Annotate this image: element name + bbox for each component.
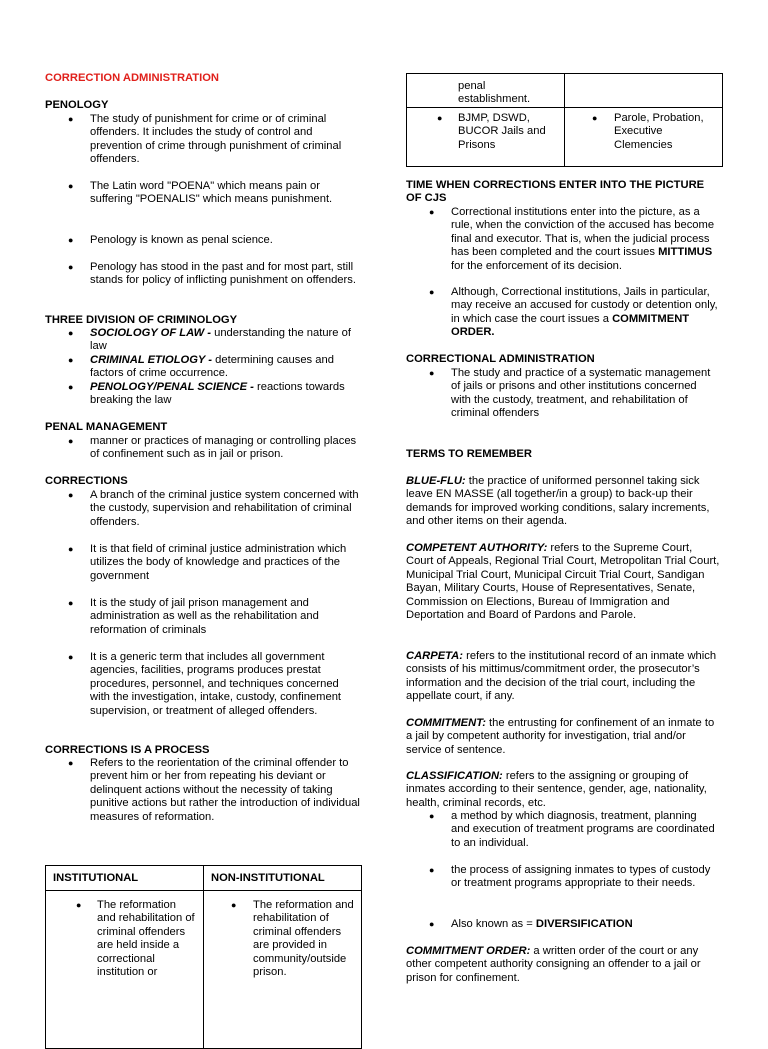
table-cell: ● The reformation and rehabilitation of criminal offenders are provided in community/outside prison. <box>204 891 362 1049</box>
bullet-icon: ● <box>76 900 82 910</box>
list-item-text: Refers to the reorientation of the criminal offender to prevent him or her from repeating his deviant or delinquent actions without the necessity of taking punitive actions but rather the introduction of individual measures of reformation. <box>90 757 360 823</box>
page-title: CORRECTION ADMINISTRATION <box>45 72 220 84</box>
bullet-icon: ● <box>68 235 74 245</box>
time-heading: TIME WHEN CORRECTIONS ENTER INTO THE PICTURE OF CJS <box>406 179 705 205</box>
bullet-icon: ● <box>429 865 435 875</box>
table-cell: ● BJMP, DSWD, BUCOR Jails and Prisons <box>407 107 565 166</box>
institution-table <box>45 865 362 1049</box>
term-commitment: COMMITMENT: the entrusting for confinement of an inmate to a jail by competent authority for investigation, trial and/or service of sentence. <box>406 717 715 756</box>
list-item-text: A branch of the criminal justice system concerned with the custody, supervision and rehabilitation of criminal offenders. <box>90 489 359 528</box>
list-item-text: PENOLOGY/PENAL SCIENCE - reactions towards breaking the law <box>90 381 345 407</box>
three-division-heading: THREE DIVISION OF CRIMINOLOGY <box>45 314 238 326</box>
bullet-icon: ● <box>68 382 74 392</box>
table-cell: ● The reformation and rehabilitation of criminal offenders are held inside a correctional institution or <box>46 891 204 1049</box>
table-cell <box>565 74 723 108</box>
list-item-text: Although, Correctional institutions, Jails in particular, may receive an accused for custody or detention only, in which case the court issues a COMMITMENT ORDER. <box>451 286 718 339</box>
list-item-text: a method by which diagnosis, treatment, planning and execution of treatment programs are coordinated to an individual. <box>451 810 715 849</box>
list-item-text: Also known as = DIVERSIFICATION <box>451 918 633 930</box>
penal-management-heading: PENAL MANAGEMENT <box>45 421 168 433</box>
list-item-text: It is a generic term that includes all government agencies, facilities, programs produces prestat procedures, personnel, and techniques concerned with the investigation, intake, custody, confinement supervision, or treatment of alleged offenders. <box>90 651 342 717</box>
list-item-text: the process of assigning inmates to types of custody or treatment programs appropriate to their needs. <box>451 864 711 890</box>
bullet-icon: ● <box>429 368 435 378</box>
corr-admin-heading: CORRECTIONAL ADMINISTRATION <box>406 353 595 365</box>
bullet-icon: ● <box>437 112 443 123</box>
table-header-cell: NON-INSTITUTIONAL <box>204 866 362 891</box>
bullet-icon: ● <box>68 544 74 554</box>
term-commitment-order: COMMITMENT ORDER: a written order of the court or any other competent authority consigning an offender to a jail or prison for confinement. <box>406 945 701 984</box>
bullet-icon: ● <box>68 758 74 768</box>
list-item-text: It is the study of jail prison management and administration as well as the rehabilitation and reformation of criminals <box>90 597 319 636</box>
list-item-text: CRIMINAL ETIOLOGY - determining causes and factors of crime occurrence. <box>90 354 334 380</box>
bullet-icon: ● <box>429 287 435 297</box>
table-header-cell: INSTITUTIONAL <box>46 866 204 891</box>
bullet-icon: ● <box>68 114 74 124</box>
terms-heading: TERMS TO REMEMBER <box>406 448 532 460</box>
bullet-icon: ● <box>429 919 435 929</box>
institution-table-continued <box>406 73 723 167</box>
list-item-text: It is that field of criminal justice administration which utilizes the body of knowledge and practices of the government <box>90 543 347 582</box>
table-cell: penal establishment. <box>407 74 565 108</box>
table-cell: ● Parole, Probation, Executive Clemencies <box>565 107 723 166</box>
list-item-text: Penology has stood in the past and for most part, still stands for policy of inflicting punishment on offenders. <box>90 261 356 287</box>
bullet-icon: ● <box>68 598 74 608</box>
term-competent-authority: COMPETENT AUTHORITY: refers to the Supreme Court, Court of Appeals, Regional Trial Court, Metropolitan Trial Court, Municipal Trial Court, Municipal Circuit Trial Court, Sandigan Bayan, Military Courts, House of Representatives, Senate, Commission on Elections, Bureau of Immigration and Deportation and Board of Pardons and Parole. <box>406 542 720 622</box>
bullet-icon: ● <box>68 181 74 191</box>
penology-heading: PENOLOGY <box>45 99 109 111</box>
list-item-text: The study and practice of a systematic management of jails or prisons and other institutions concerned with the custody, treatment, and rehabilitation of criminal offenders <box>451 367 711 420</box>
bullet-icon: ● <box>68 262 74 272</box>
term-blue-flu: BLUE-FLU: the practice of uniformed personnel taking sick leave EN MASSE (all together/in a group) to back-up their demands for improved working conditions, salary increments, and other items on their agenda. <box>406 475 710 528</box>
bullet-icon: ● <box>68 490 74 500</box>
list-item-text: SOCIOLOGY OF LAW - understanding the nature of law <box>90 327 351 353</box>
bullet-icon: ● <box>592 112 598 123</box>
bullet-icon: ● <box>231 900 237 910</box>
bullet-icon: ● <box>68 436 74 446</box>
term-classification: CLASSIFICATION: refers to the assigning or grouping of inmates according to their sentence, gender, age, nationality, health, criminal records, etc. <box>406 770 707 809</box>
corrections-heading: CORRECTIONS <box>45 475 128 487</box>
term-carpeta: CARPETA: refers to the institutional record of an inmate which consists of his mittimus/commitment order, the prosecutor’s information and the decision of the trial court, including the appellate court, if any. <box>406 650 717 703</box>
bullet-icon: ● <box>68 328 74 338</box>
bullet-icon: ● <box>429 811 435 821</box>
bullet-icon: ● <box>429 207 435 217</box>
list-item-text: The study of punishment for crime or of criminal offenders. It includes the study of control and prevention of crime through punishment of criminal offenders. <box>90 113 342 166</box>
list-item-text: Correctional institutions enter into the picture, as a rule, when the conviction of the accused has become final and executor. That is, when the judicial process has been completed and the court issues MITTIMUS for the enforcement of its decision. <box>451 206 715 272</box>
list-item-text: Penology is known as penal science. <box>90 234 273 246</box>
list-item-text: The Latin word "POENA" which means pain or suffering "POENALIS" which means punishment. <box>90 180 333 206</box>
bullet-icon: ● <box>68 355 74 365</box>
bullet-icon: ● <box>68 652 74 662</box>
list-item-text: manner or practices of managing or controlling places of confinement such as in jail or prison. <box>90 435 357 461</box>
process-heading: CORRECTIONS IS A PROCESS <box>45 744 210 756</box>
